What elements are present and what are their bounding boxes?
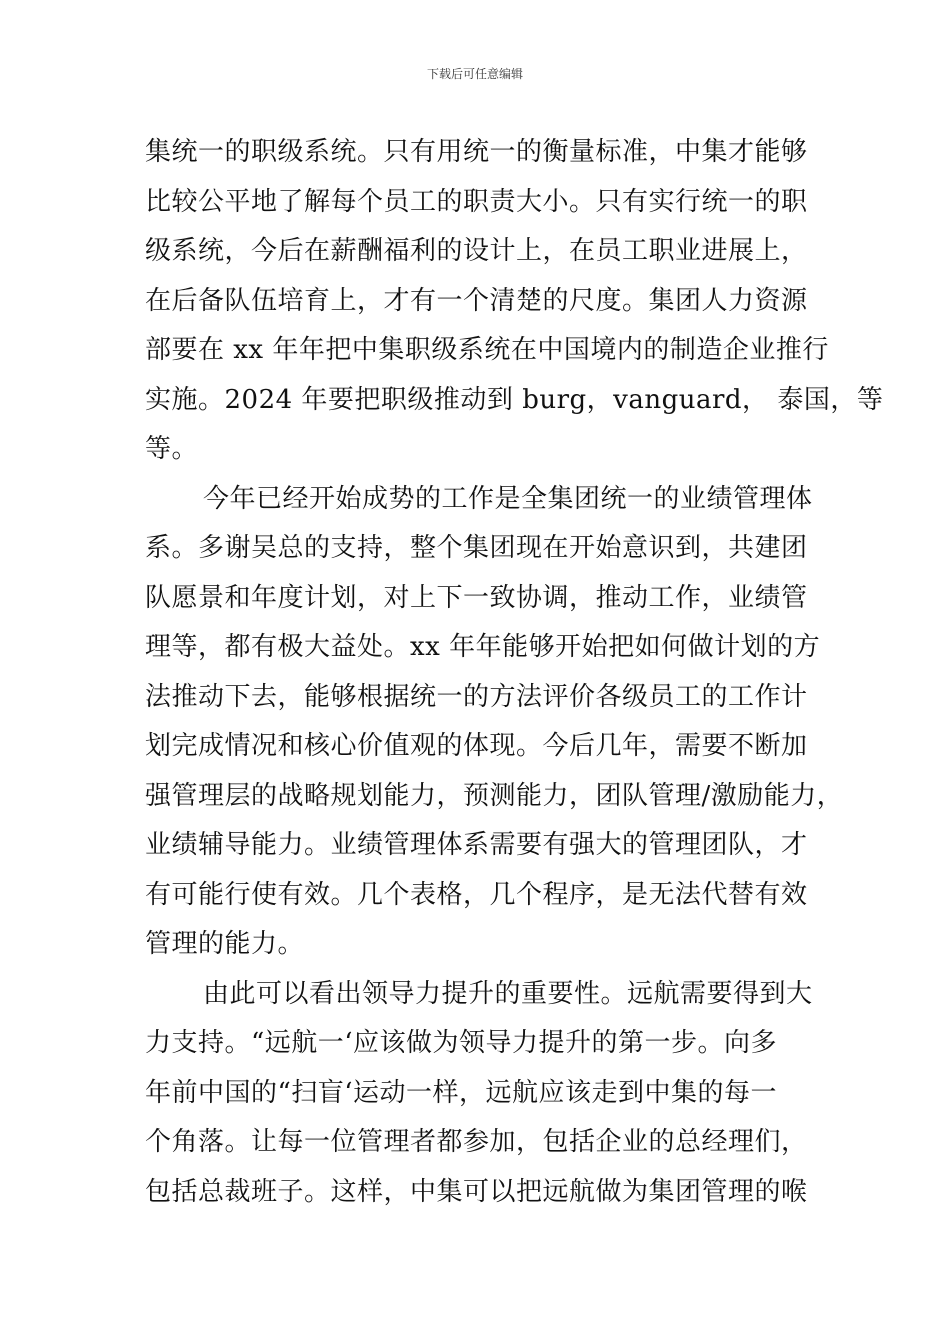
paragraph-1 bbox=[145, 128, 884, 475]
paragraph-2 bbox=[145, 475, 844, 970]
paragraph-line: 比较公平地了解每个员工的职责大小。只有实行统一的职 bbox=[145, 186, 808, 217]
paragraph-line: 在后备队伍培育上，才有一个清楚的尺度。集团人力资源 bbox=[145, 285, 808, 316]
paragraph-line: 实施。2024 年要把职级推动到 burg，vanguard， 泰国，等 bbox=[145, 384, 884, 415]
paragraph-line: 有可能行使有效。几个表格，几个程序，是无法代替有效 bbox=[145, 879, 808, 910]
paragraph-line: 等。 bbox=[145, 434, 199, 464]
paragraph-3 bbox=[145, 970, 815, 1218]
paragraph-line: 包括总裁班子。这样，中集可以把远航做为集团管理的喉 bbox=[145, 1176, 808, 1207]
paragraph-line: 业绩辅导能力。业绩管理体系需要有强大的管理团队，才 bbox=[145, 830, 808, 860]
paragraph-line: 今年已经开始成势的工作是全集团统一的业绩管理体 bbox=[203, 483, 813, 514]
paragraph-line: 理等，都有极大益处。xx 年年能够开始把如何做计划的方 bbox=[145, 632, 821, 662]
paragraph-line: 系。多谢吴总的支持，整个集团现在开始意识到，共建团 bbox=[145, 533, 808, 563]
paragraph-line: 由此可以看出领导力提升的重要性。远航需要得到大 bbox=[203, 978, 813, 1009]
paragraph-line: 强管理层的战略规划能力，预测能力，团队管理/激励能力， bbox=[145, 780, 844, 811]
document-body bbox=[145, 128, 884, 1217]
paragraph-line: 集统一的职级系统。只有用统一的衡量标准，中集才能够 bbox=[145, 137, 808, 167]
paragraph-line: 年前中国的“扫盲‘运动一样，远航应该走到中集的每一 bbox=[145, 1077, 778, 1108]
paragraph-line: 个角落。让每一位管理者都参加，包括企业的总经理们， bbox=[145, 1127, 808, 1157]
paragraph-line: 法推动下去，能够根据统一的方法评价各级员工的工作计 bbox=[145, 681, 808, 712]
page-header: 下载后可任意编辑 bbox=[426, 67, 523, 81]
paragraph-line: 力支持。“远航一‘应该做为领导力提升的第一步。向多 bbox=[145, 1028, 778, 1058]
paragraph-line: 级系统，今后在薪酬福利的设计上，在员工职业进展上， bbox=[145, 236, 808, 266]
paragraph-line: 队愿景和年度计划，对上下一致协调，推动工作，业绩管 bbox=[145, 582, 808, 613]
paragraph-line: 划完成情况和核心价值观的体现。今后几年，需要不断加 bbox=[145, 731, 808, 761]
paragraph-line: 部要在 xx 年年把中集职级系统在中国境内的制造企业推行 bbox=[145, 335, 829, 365]
paragraph-line: 管理的能力。 bbox=[145, 929, 305, 959]
